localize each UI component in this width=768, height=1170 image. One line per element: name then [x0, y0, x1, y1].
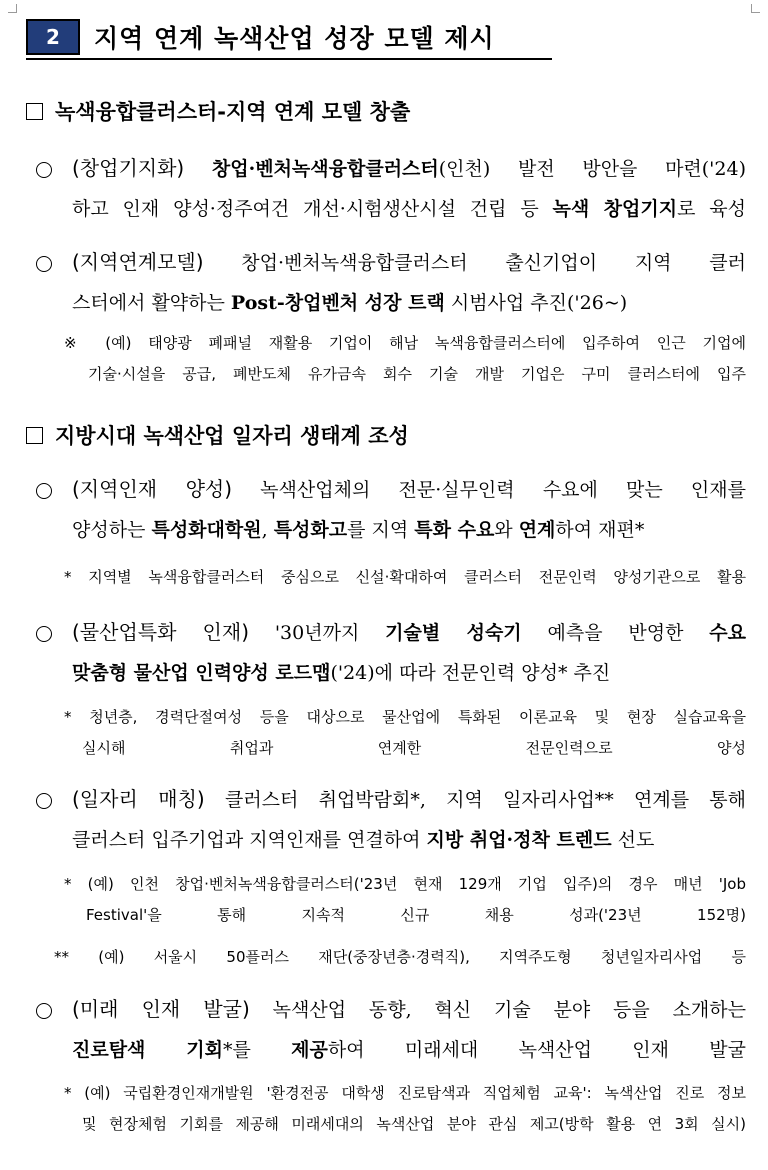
item-startup-base	[72, 148, 746, 229]
note-line: * 청년층, 경력단절여성 등을 대상으로 물산업에 특화된 이론교육 및 현장 실습교육을	[64, 708, 746, 726]
bold-text: 기술별 성숙기	[385, 622, 522, 644]
footnote-job-2	[54, 942, 746, 973]
circle-bullet-icon	[36, 483, 52, 499]
bold-text: 지방 취업·정착 트렌드	[426, 829, 612, 851]
footnote-future	[64, 1078, 746, 1140]
checkbox-square-icon	[26, 427, 43, 444]
note-line: * 지역별 녹색융합클러스터 중심으로 신설·확대하여 클러스터 전문인력 양성기관으로 활용	[64, 568, 746, 586]
item-regional-model	[72, 242, 746, 323]
bold-text: 녹색 창업기지	[552, 198, 678, 220]
item-label: (일자리 매칭)	[72, 787, 205, 811]
note-line: * (예) 인천 창업·벤처녹색융합클러스터('23년 현재 129개 기업 입주)의 경우 매년 'Job	[64, 875, 746, 893]
body-text: 선도	[611, 829, 655, 851]
body-text: 로 육성	[677, 198, 746, 220]
bold-text: 특화 수요	[414, 519, 495, 541]
body-text: 하여 재편*	[555, 519, 645, 541]
footnote-water	[64, 702, 746, 764]
item-regional-talent-line2	[72, 510, 746, 550]
example-note-1	[64, 328, 746, 390]
bold-text: 창업·벤처녹색융합클러스터	[211, 158, 439, 180]
item-label: (물산업특화 인재)	[72, 620, 249, 644]
body-text: 하여 미래세대 녹색산업 인재 발굴	[327, 1039, 746, 1061]
note-line: 기술·시설을 공급, 폐반도체 유가금속 회수 기술 개발 기업은 구미 클러스터에 입주	[88, 365, 746, 383]
bold-text: 특성화고	[273, 519, 348, 541]
body-text: *를	[223, 1039, 292, 1061]
circle-bullet-icon	[36, 1003, 52, 1019]
page-corner-mark-right	[751, 4, 760, 13]
item-future-talent-line1	[72, 989, 746, 1030]
body-text: 시범사업 추진('26~)	[444, 292, 628, 314]
item-job-matching	[72, 779, 746, 860]
note-line: ** (예) 서울시 50플러스 재단(중장년층·경력직), 지역주도형 청년일자리사업 등	[54, 948, 746, 966]
item-label: (창업기지화)	[72, 156, 185, 180]
note-line: 및 현장체험 기회를 제공해 미래세대의 녹색산업 분야 관심 제고(방학 활용 연 3회 실시)	[82, 1115, 746, 1133]
item-water-industry-line1	[72, 612, 746, 653]
item-water-industry	[72, 612, 746, 693]
item-future-talent-line2	[72, 1030, 746, 1070]
note-line: Festival'을 통해 지속적 신규 채용 성과('23년 152명)	[86, 906, 746, 924]
item-job-matching-line2	[72, 820, 746, 860]
body-text: 클러스터 취업박람회*, 지역 일자리사업** 연계를 통해	[204, 789, 746, 811]
footnote-talent	[64, 562, 746, 593]
body-text: 예측을 반영한	[521, 622, 710, 644]
section-number-badge: 2	[26, 19, 80, 55]
note-line: 실시해 취업과 연계한 전문인력으로 양성	[82, 739, 746, 757]
body-text: 스터에서 활약하는	[72, 292, 231, 314]
bold-text: 연계	[518, 519, 556, 541]
item-label: (지역연계모델)	[72, 250, 204, 274]
item-startup-base-line2	[72, 189, 746, 229]
item-regional-talent	[72, 469, 746, 550]
body-text: 녹색산업 동향, 혁신 기술 분야 등을 소개하는	[249, 999, 746, 1021]
subsection-title-1-text: 녹색융합클러스터-지역 연계 모델 창출	[55, 100, 411, 124]
note-line: ※ (예) 태양광 폐패널 재활용 기업이 해남 녹색융합클러스터에 입주하여 인근 기업에	[64, 334, 746, 352]
item-water-industry-line2	[72, 653, 746, 693]
subsection-title-2	[26, 420, 409, 450]
item-regional-talent-line1	[72, 469, 746, 510]
circle-bullet-icon	[36, 626, 52, 642]
body-text: 클러스터 입주기업과 지역인재를 연결하여	[72, 829, 427, 851]
body-text: 와	[494, 519, 519, 541]
circle-bullet-icon	[36, 793, 52, 809]
item-future-talent	[72, 989, 746, 1070]
page-corner-mark-left	[8, 4, 17, 13]
section-heading-title: 지역 연계 녹색산업 성장 모델 제시	[94, 24, 495, 53]
item-startup-base-line1	[72, 148, 746, 189]
bold-text: Post-창업벤처 성장 트랙	[230, 292, 445, 314]
body-text: 를 지역	[347, 519, 415, 541]
bold-text: 진로탐색 기회	[72, 1039, 223, 1061]
body-text: 창업·벤처녹색융합클러스터 출신기업이 지역 클러	[241, 252, 746, 274]
checkbox-square-icon	[26, 103, 43, 120]
circle-bullet-icon	[36, 162, 52, 178]
bold-text: 제공	[291, 1039, 328, 1061]
item-job-matching-line1	[72, 779, 746, 820]
footnote-job-1	[64, 869, 746, 931]
subsection-title-2-text: 지방시대 녹색산업 일자리 생태계 조성	[55, 424, 409, 448]
body-text: '30년까지	[249, 622, 386, 644]
item-label: (미래 인재 발굴)	[72, 997, 250, 1021]
bold-text: 수요	[709, 622, 746, 644]
subsection-title-1	[26, 96, 410, 126]
item-regional-model-line2	[72, 283, 746, 323]
bold-text: 맞춤형 물산업 인력양성 로드맵	[72, 662, 331, 684]
item-label: (지역인재 양성)	[72, 477, 233, 501]
note-line: * (예) 국립환경인재개발원 '환경전공 대학생 진로탐색과 직업체험 교육': 녹색산업 진로 정보	[64, 1084, 746, 1102]
body-text: ,	[261, 519, 274, 541]
body-text: 하고 인재 양성·정주여건 개선·시험생산시설 건립 등	[72, 198, 553, 220]
item-regional-model-line1	[72, 242, 746, 283]
body-text: ('24)에 따라 전문인력 양성* 추진	[330, 662, 611, 684]
body-text: 녹색산업체의 전문·실무인력 수요에 맞는 인재를	[232, 479, 746, 501]
section-heading	[26, 16, 552, 60]
circle-bullet-icon	[36, 256, 52, 272]
body-text: (인천) 발전 방안을 마련('24)	[438, 158, 746, 180]
body-text: 양성하는	[72, 519, 152, 541]
bold-text: 특성화대학원	[151, 519, 262, 541]
